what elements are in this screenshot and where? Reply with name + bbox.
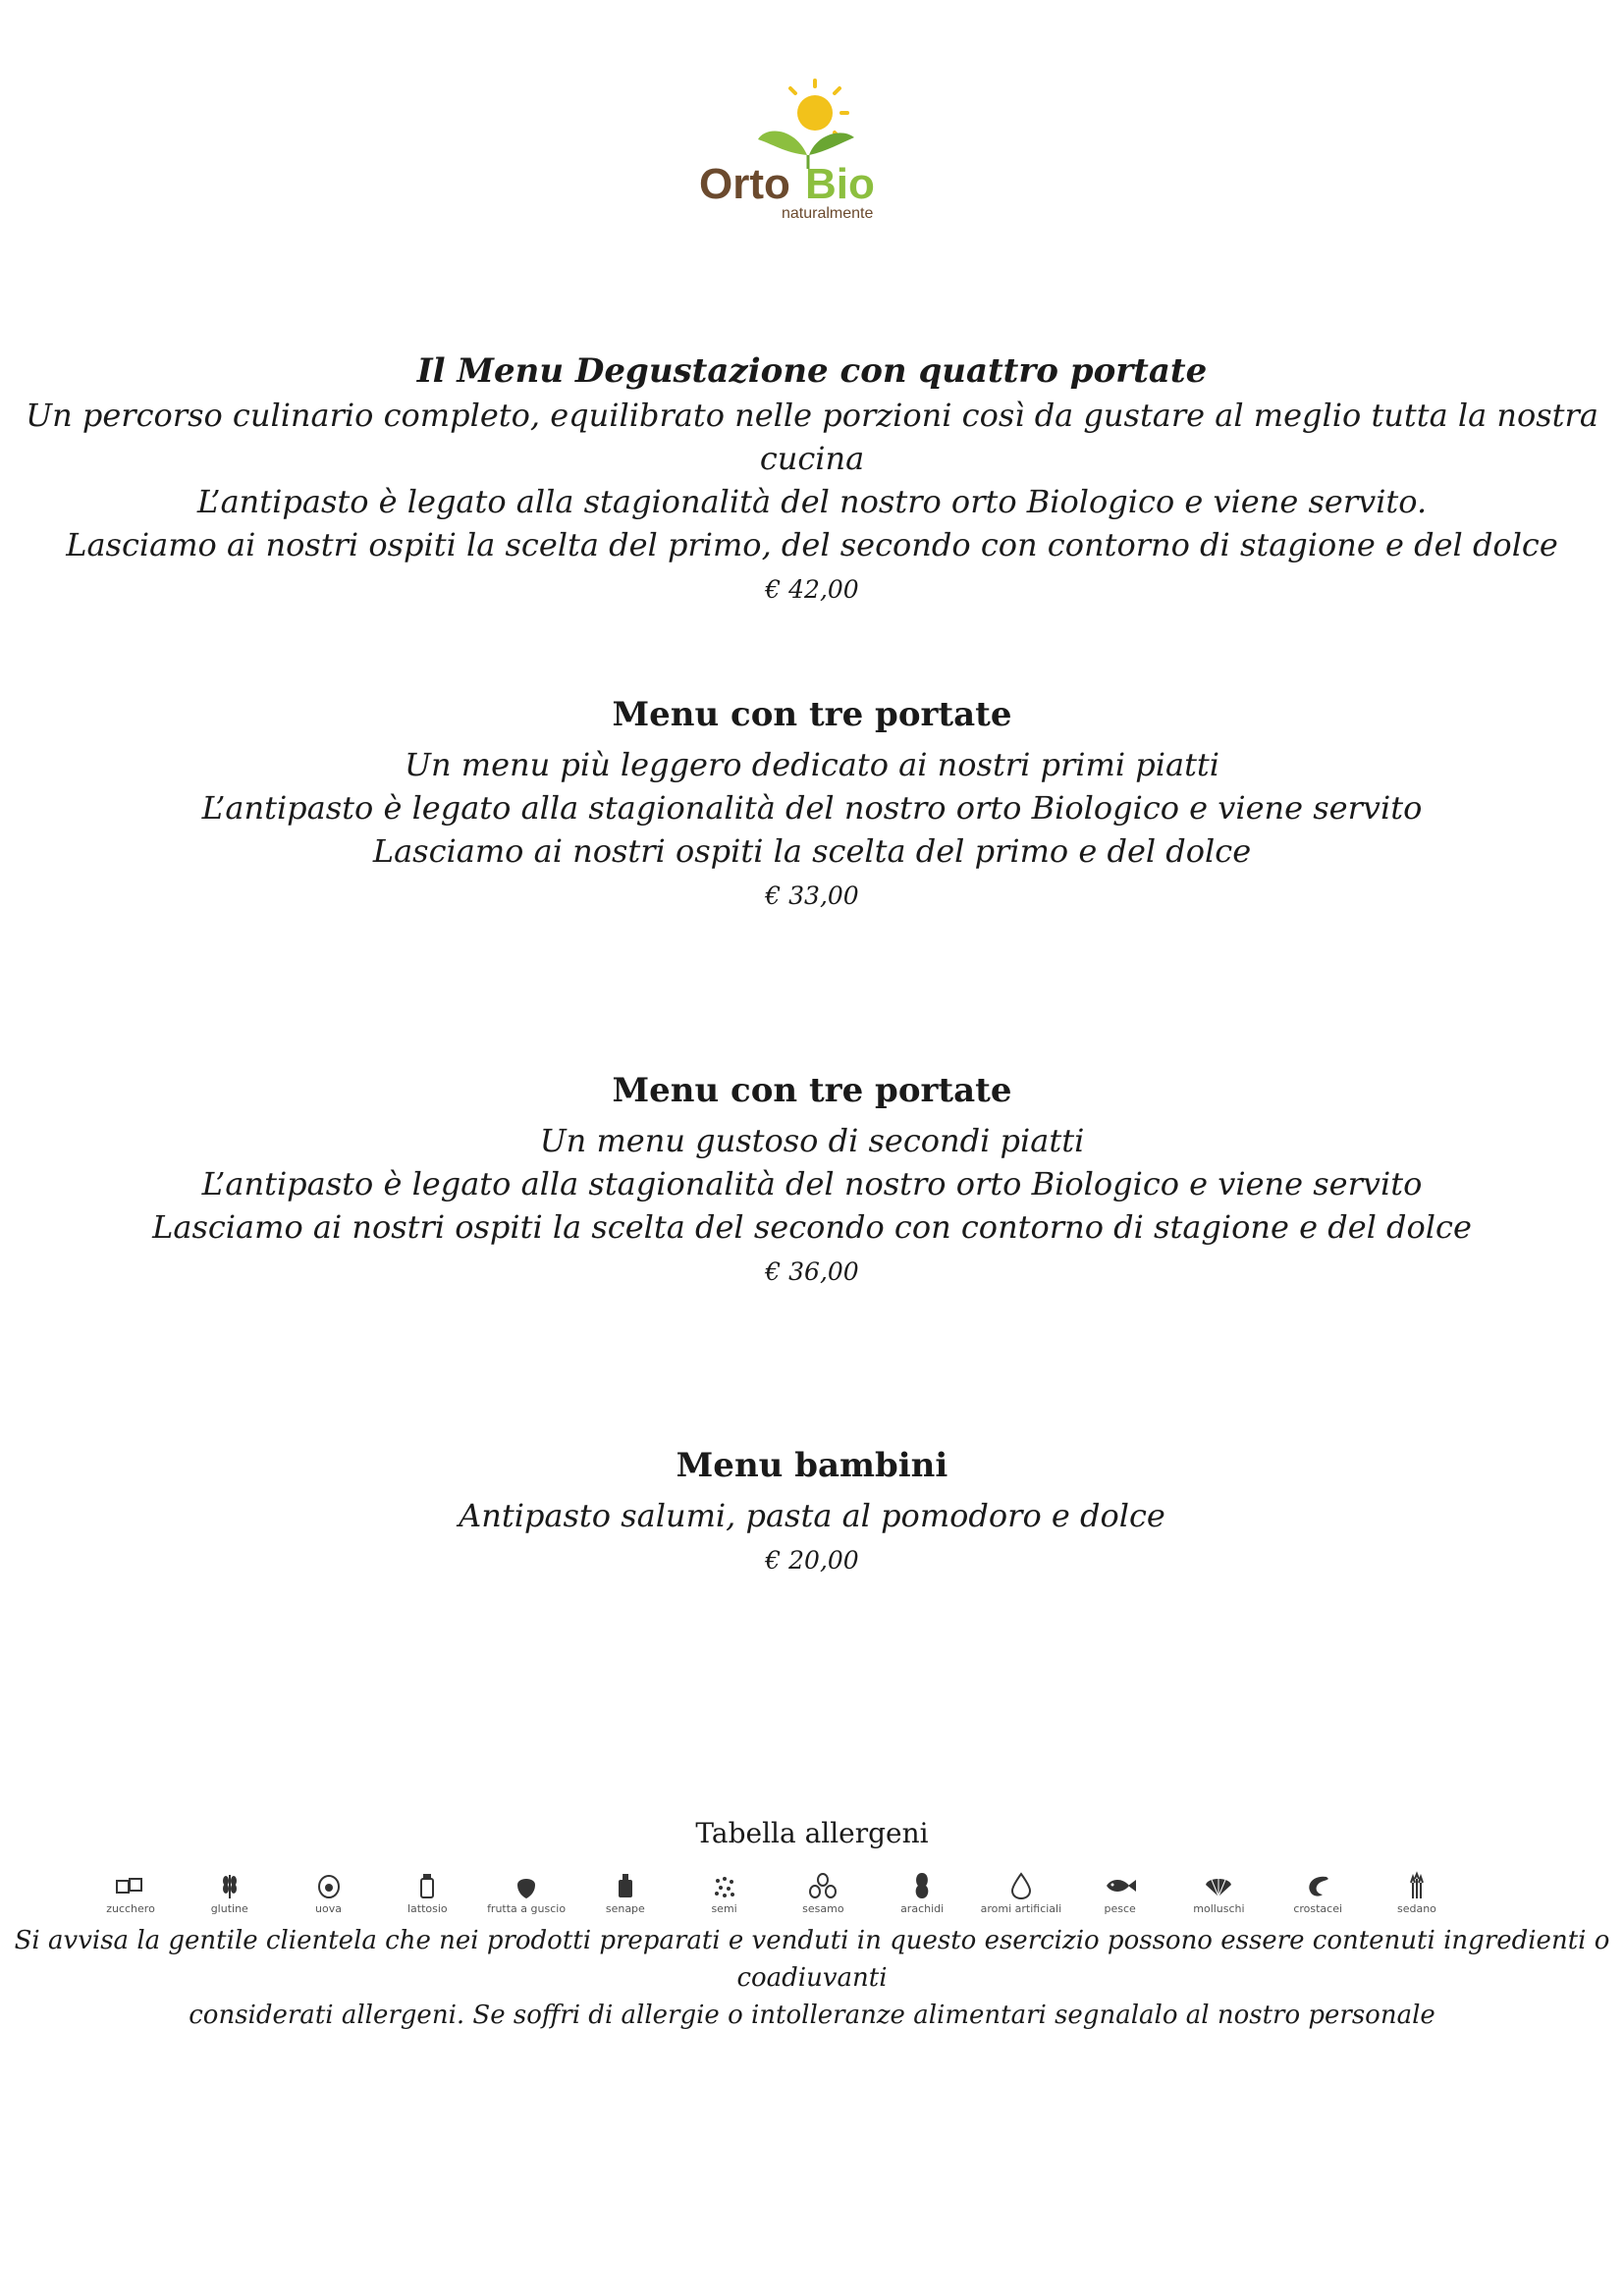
menu-price: € 20,00 [765,1546,859,1575]
allergen-label: uova [315,1902,342,1915]
allergen-label: arachidi [900,1902,945,1915]
celery-icon [1400,1871,1434,1900]
allergen-uova [285,1871,373,1930]
allergen-label: glutine [210,1902,248,1915]
milk-bottle-icon [410,1871,444,1900]
ortobio-logo [687,79,923,226]
menu-description-line: Lasciamo ai nostri ospiti la scelta del primo, del secondo con contorno di stagione e del dolce [66,526,1558,563]
menu-description-line: L’antipasto è legato alla stagionalità del nostro orto Biologico e viene servito [201,789,1423,827]
menu-price: € 36,00 [765,1257,859,1286]
menu-tre-portate-secondi [0,1068,1624,1296]
allergen-notice [0,1922,1624,2034]
allergen-semi [680,1871,769,1930]
menu-price: € 33,00 [765,881,859,910]
menu-description-line: Antipasto salumi, pasta al pomodoro e dolce [459,1497,1165,1534]
allergen-label: zucchero [106,1902,155,1915]
allergen-zucchero [86,1871,175,1930]
allergen-notice-line: Si avvisa la gentile clientela che nei prodotti preparati e venduti in questo esercizio possono essere contenuti ingredienti o coadiuvanti [14,1926,1610,1993]
peanut-icon [905,1871,939,1900]
egg-icon [312,1871,346,1900]
seeds-icon [708,1871,741,1900]
allergen-label: pesce [1104,1902,1136,1915]
menu-price: € 42,00 [765,575,859,604]
sesame-icon [806,1871,839,1900]
allergen-aromi-artificiali [977,1871,1065,1930]
nut-icon [510,1871,543,1900]
svg-text:Orto: Orto [699,160,790,208]
allergen-label: sedano [1396,1902,1436,1915]
allergen-frutta-a-guscio [482,1871,570,1930]
menu-description-line: L’antipasto è legato alla stagionalità del nostro orto Biologico e viene servito [201,1165,1423,1202]
allergen-senape [581,1871,670,1930]
allergen-label: molluschi [1193,1902,1245,1915]
allergen-label: lattosio [406,1902,448,1915]
allergen-label: frutta a guscio [487,1902,567,1915]
allergen-lattosio [383,1871,471,1930]
svg-text:naturalmente: naturalmente [782,205,874,222]
menu-description-line: Un menu gustoso di secondi piatti [539,1122,1085,1159]
allergen-pesce [1076,1871,1164,1930]
fish-icon [1104,1871,1137,1900]
menu-title: Menu bambini [676,1446,948,1485]
menu-tre-portate-primi [0,692,1624,920]
menu-degustazione [0,348,1624,614]
menu-title: Il Menu Degustazione con quattro portate [416,351,1208,391]
allergen-label: semi [711,1902,737,1915]
menu-bambini [0,1443,1624,1584]
wheat-icon [213,1871,246,1900]
menu-description-line: Lasciamo ai nostri ospiti la scelta del primo e del dolce [372,832,1252,870]
allergen-notice-line: considerati allergeni. Se soffri di allergie o intolleranze alimentari segnalalo al nostro personale [189,2001,1435,2030]
allergen-glutine [186,1871,274,1930]
shell-icon [1202,1871,1235,1900]
menu-description-line: Un menu più leggero dedicato ai nostri primi piatti [404,746,1220,783]
allergen-arachidi [878,1871,966,1930]
mustard-jar-icon [609,1871,642,1900]
shrimp-icon [1301,1871,1334,1900]
menu-description-line: Un percorso culinario completo, equilibrato nelle porzioni così da gustare al meglio tutta la nostra cucina [26,397,1598,477]
allergen-sesamo [779,1871,867,1930]
svg-text:Bio: Bio [805,160,875,208]
allergen-crostacei [1273,1871,1362,1930]
sun-icon [790,80,847,137]
allergen-label: senape [605,1902,645,1915]
menu-title: Menu con tre portate [612,1071,1012,1110]
allergen-label: crostacei [1293,1902,1343,1915]
drop-icon [1004,1871,1038,1900]
menu-description-line: L’antipasto è legato alla stagionalità del nostro orto Biologico e viene servito. [196,483,1428,520]
allergen-sedano [1373,1871,1461,1930]
menu-description-line: Lasciamo ai nostri ospiti la scelta del secondo con contorno di stagione e del dolce [152,1208,1472,1246]
allergen-label: sesamo [802,1902,844,1915]
sugar-cubes-icon [114,1871,147,1900]
allergen-label: aromi artificiali [980,1902,1062,1915]
allergen-molluschi [1174,1871,1263,1930]
allergen-icon-row [86,1871,1461,1930]
ortobio-logo-graphic [687,79,923,226]
menu-title: Menu con tre portate [612,695,1012,734]
allergen-table-title: Tabella allergeni [695,1817,929,1849]
